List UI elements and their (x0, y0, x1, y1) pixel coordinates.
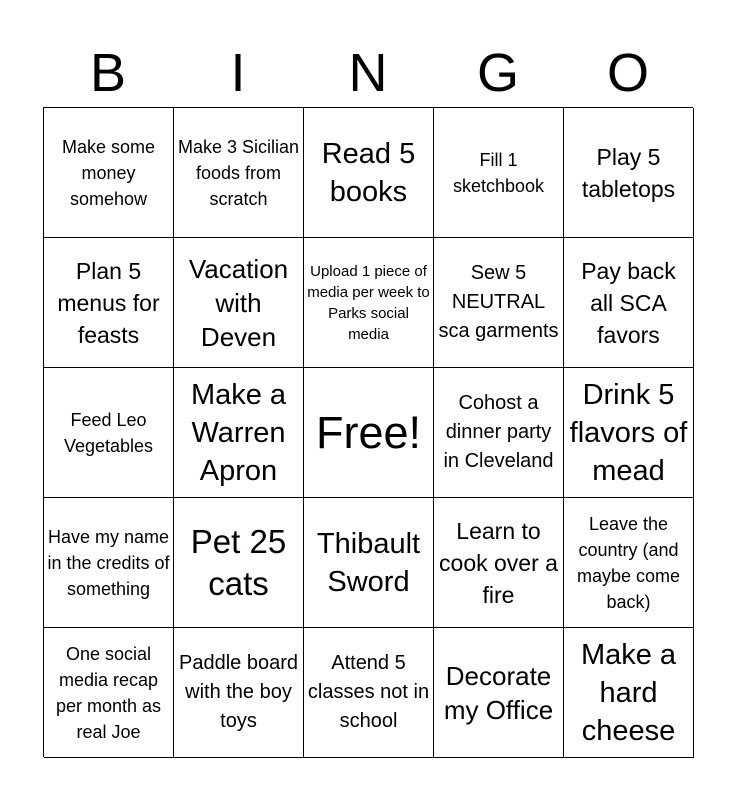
bingo-cell[interactable]: Upload 1 piece of media per week to Parks social media (304, 238, 434, 368)
header-letter-o: O (606, 43, 649, 103)
bingo-cell[interactable]: Make 3 Sicilian foods from scratch (174, 108, 304, 238)
free-space[interactable]: Free! (304, 368, 434, 498)
bingo-cell[interactable]: Leave the country (and maybe come back) (564, 498, 694, 628)
bingo-cell[interactable]: Have my name in the credits of something (44, 498, 174, 628)
bingo-cell[interactable]: Thibault Sword (304, 498, 434, 628)
bingo-cell[interactable]: Paddle board with the boy toys (174, 628, 304, 758)
bingo-cell[interactable]: Cohost a dinner party in Cleveland (434, 368, 564, 498)
header-letter-i: I (230, 43, 246, 103)
header-letter-b: B (89, 43, 127, 103)
bingo-cell[interactable]: Make a hard cheese (564, 628, 694, 758)
bingo-cell[interactable]: Fill 1 sketchbook (434, 108, 564, 238)
bingo-cell[interactable]: Learn to cook over a fire (434, 498, 564, 628)
bingo-cell[interactable]: Feed Leo Vegetables (44, 368, 174, 498)
header-letter-g: G (476, 43, 519, 103)
header-letter-n: N (348, 43, 388, 103)
bingo-cell[interactable]: Pay back all SCA favors (564, 238, 694, 368)
bingo-board (43, 107, 693, 757)
bingo-cell[interactable]: Plan 5 menus for feasts (44, 238, 174, 368)
bingo-cell[interactable]: Vacation with Deven (174, 238, 304, 368)
bingo-cell[interactable]: Make a Warren Apron (174, 368, 304, 498)
bingo-cell[interactable]: Decorate my Office (434, 628, 564, 758)
bingo-header (43, 40, 693, 106)
bingo-cell[interactable]: Play 5 tabletops (564, 108, 694, 238)
bingo-cell[interactable]: Drink 5 flavors of mead (564, 368, 694, 498)
bingo-cell[interactable]: Pet 25 cats (174, 498, 304, 628)
bingo-cell[interactable]: Make some money somehow (44, 108, 174, 238)
bingo-cell[interactable]: Attend 5 classes not in school (304, 628, 434, 758)
bingo-cell[interactable]: One social media recap per month as real Joe (44, 628, 174, 758)
bingo-cell[interactable]: Read 5 books (304, 108, 434, 238)
bingo-cell[interactable]: Sew 5 NEUTRAL sca garments (434, 238, 564, 368)
